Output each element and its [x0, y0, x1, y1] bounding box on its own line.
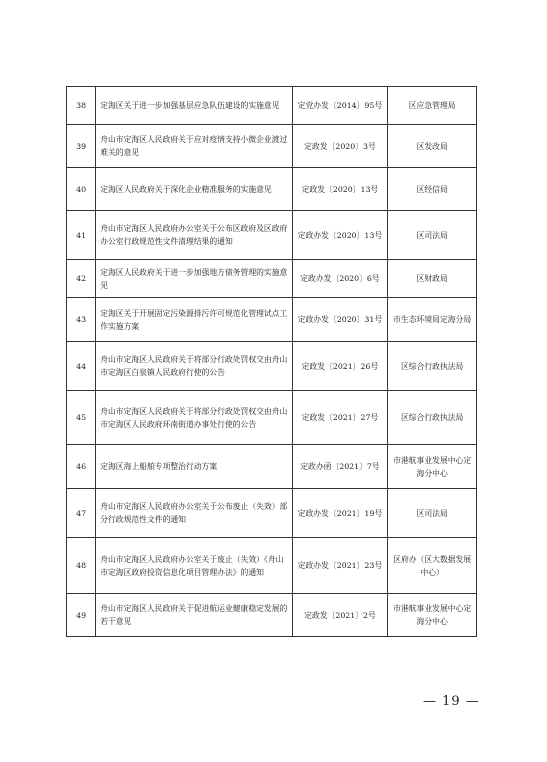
responsible-department: 区综合行政执法局 [388, 342, 477, 391]
document-title: 定海区人民政府关于深化企业精准服务的实施意见 [96, 168, 292, 211]
row-number: 39 [67, 125, 96, 168]
document-title: 舟山市定海区人民政府关于将部分行政处罚权交由舟山市定海区白泉镇人民政府行使的公告 [96, 342, 292, 391]
document-number: 定政办发〔2021〕19号 [292, 489, 388, 538]
document-number: 定政发〔2020〕13号 [292, 168, 388, 211]
table-row [67, 594, 477, 637]
responsible-department: 区综合行政执法局 [388, 391, 477, 445]
document-number: 定政办发〔2020〕13号 [292, 211, 388, 260]
responsible-department: 区司法局 [388, 211, 477, 260]
row-number: 43 [67, 298, 96, 342]
table-row [67, 391, 477, 445]
row-number: 42 [67, 260, 96, 298]
table-row [67, 342, 477, 391]
row-number: 46 [67, 445, 96, 489]
document-title: 舟山市定海区人民政府关于促进航运业健康稳定发展的若干意见 [96, 594, 292, 637]
responsible-department: 区府办（区大数据发展中心） [388, 538, 477, 594]
document-number: 定政发〔2021〕27号 [292, 391, 388, 445]
row-number: 44 [67, 342, 96, 391]
responsible-department: 区财政局 [388, 260, 477, 298]
row-number: 38 [67, 87, 96, 125]
responsible-department: 区应急管理局 [388, 87, 477, 125]
document-title: 定海区海上船舶专项整治行动方案 [96, 445, 292, 489]
document-title: 舟山市定海区人民政府办公室关于公布区政府及区政府办公室行政规范性文件清理结果的通知 [96, 211, 292, 260]
responsible-department: 区司法局 [388, 489, 477, 538]
document-number: 定政办函〔2021〕7号 [292, 445, 388, 489]
responsible-department: 市港航事业发展中心定海分中心 [388, 594, 477, 637]
page-number: — 19 — [423, 694, 480, 709]
table-row [67, 87, 477, 125]
table-row [67, 260, 477, 298]
document-title: 舟山市定海区人民政府关于应对疫情支持小微企业渡过难关的意见 [96, 125, 292, 168]
row-number: 49 [67, 594, 96, 637]
row-number: 40 [67, 168, 96, 211]
table-row [67, 125, 477, 168]
document-number: 定政办发〔2020〕31号 [292, 298, 388, 342]
policy-document-table [66, 86, 477, 637]
document-title: 定海区人民政府关于进一步加强地方债务管理的实施意见 [96, 260, 292, 298]
table-row [67, 168, 477, 211]
document-title: 定海区关于开展固定污染源排污许可规范化管理试点工作实施方案 [96, 298, 292, 342]
row-number: 48 [67, 538, 96, 594]
table-row [67, 298, 477, 342]
row-number: 41 [67, 211, 96, 260]
document-number: 定政发〔2021〕26号 [292, 342, 388, 391]
document-number: 定政发〔2020〕3号 [292, 125, 388, 168]
document-title: 舟山市定海区人民政府办公室关于废止（失效）《舟山市定海区政府投资信息化项目管理办法》的通知 [96, 538, 292, 594]
table-row [67, 211, 477, 260]
document-number: 定政办发〔2020〕6号 [292, 260, 388, 298]
table-row [67, 538, 477, 594]
row-number: 45 [67, 391, 96, 445]
table-row [67, 445, 477, 489]
responsible-department: 区经信局 [388, 168, 477, 211]
document-title: 定海区关于进一步加强基层应急队伍建设的实施意见 [96, 87, 292, 125]
responsible-department: 区发改局 [388, 125, 477, 168]
document-number: 定党办发〔2014〕95号 [292, 87, 388, 125]
document-number: 定政办发〔2021〕23号 [292, 538, 388, 594]
responsible-department: 市生态环境局定海分局 [388, 298, 477, 342]
table-row [67, 489, 477, 538]
document-title: 舟山市定海区人民政府关于将部分行政处罚权交由舟山市定海区人民政府环南街道办事处行使的公告 [96, 391, 292, 445]
row-number: 47 [67, 489, 96, 538]
responsible-department: 市港航事业发展中心定海分中心 [388, 445, 477, 489]
document-number: 定政发〔2021〕2号 [292, 594, 388, 637]
document-title: 舟山市定海区人民政府办公室关于公布废止（失效）部分行政规范性文件的通知 [96, 489, 292, 538]
